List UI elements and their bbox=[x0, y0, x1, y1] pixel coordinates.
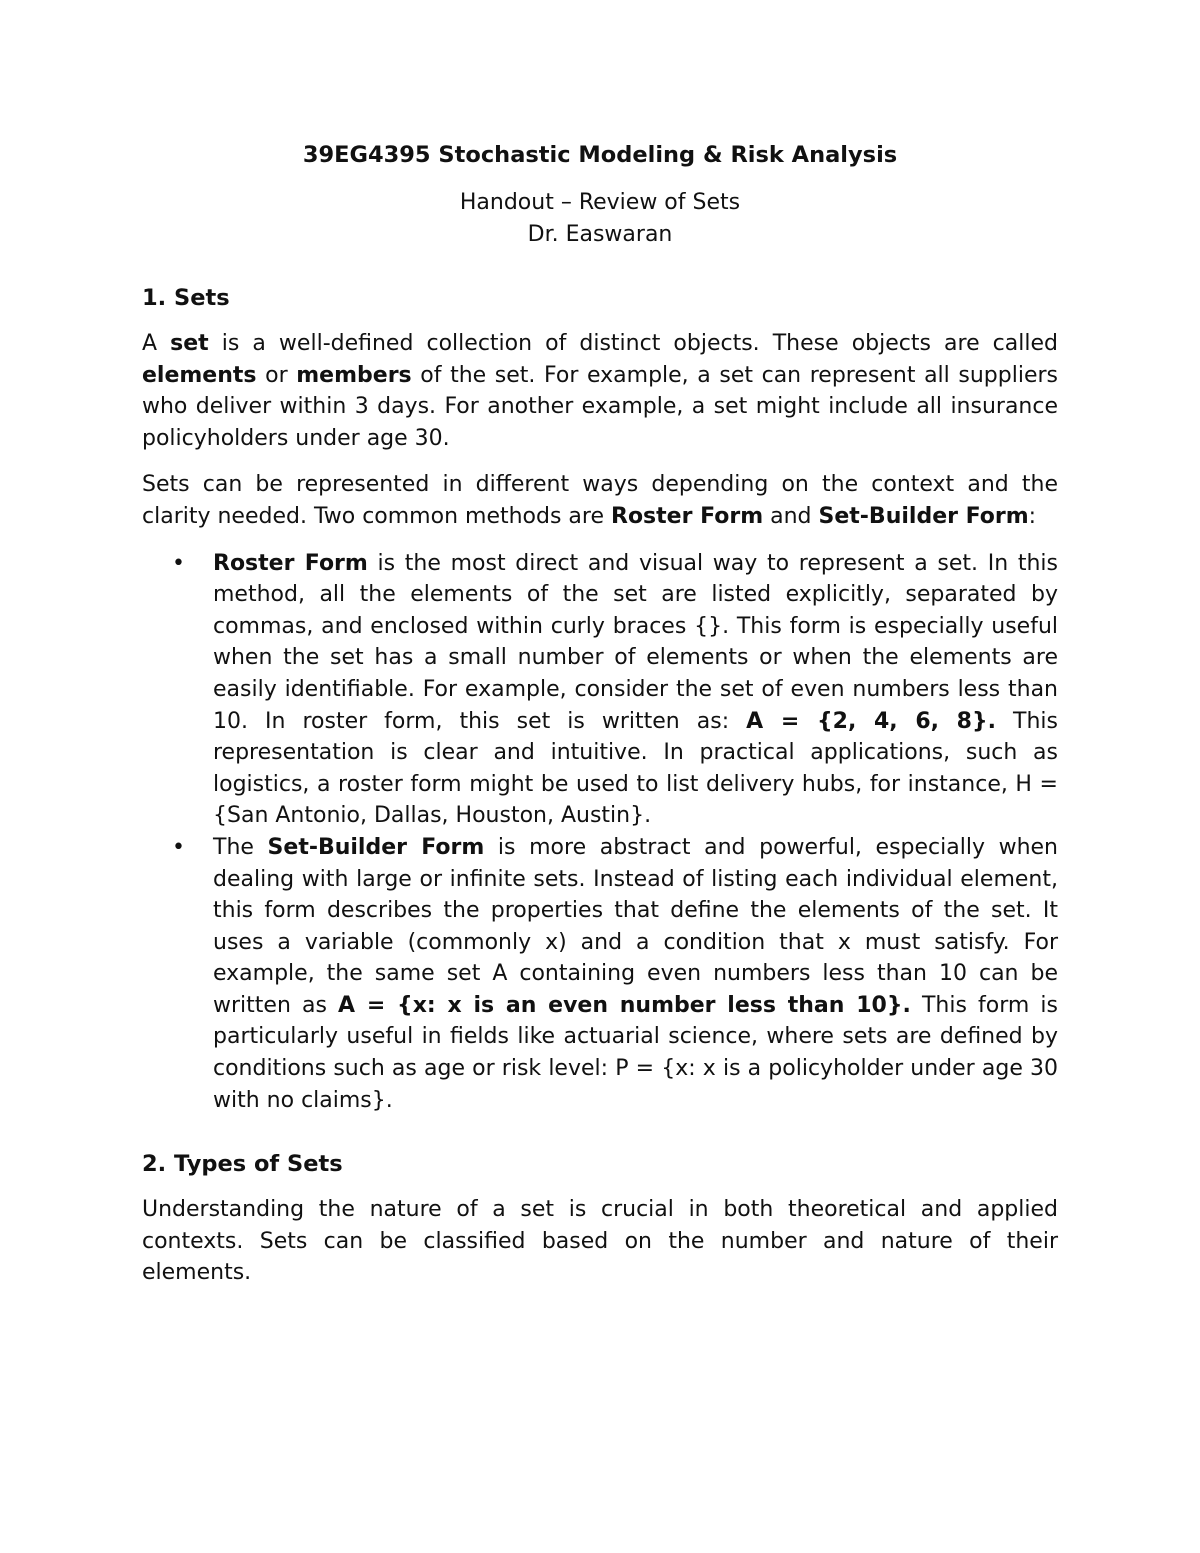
bullet-set-builder-form: • The Set-Builder Form is more abstract and powerful, especially when dealing with large or infinite sets. Instead of listing each individual element, this form describes the properties that define the elements of the set. It uses a variable (commonly x) and a condition that x must satisfy. For example, the same set A containing even numbers less than 10 can be written as A = {x: x is an even number less than 10}. This form is particularly useful in fields like actuarial science, where sets are defined by conditions such as age or risk level: P = {x: x is a policyholder under age 30 with no claims}. bbox=[142, 832, 1058, 1116]
section-2-heading: 2. Types of Sets bbox=[142, 1151, 343, 1178]
document-page bbox=[142, 138, 1058, 1304]
bullet-marker: • bbox=[172, 834, 185, 860]
bullet-roster-form: • Roster Form is the most direct and visual way to represent a set. In this method, all the elements of the set are listed explicitly, separated by commas, and enclosed within curly braces {}. This form is especially useful when the set has a small number of elements or when the elements are easily identifiable. For example, consider the set of even numbers less than 10. In roster form, this set is written as: A = {2, 4, 6, 8}. This representation is clear and intuitive. In practical applications, such as logistics, a roster form might be used to list delivery hubs, for instance, H = {San Antonio, Dallas, Houston, Austin}. bbox=[142, 548, 1058, 832]
section-1-heading: 1. Sets bbox=[142, 285, 230, 311]
section-1-paragraph-2: Sets can be represented in different ways depending on the context and the clarity needed. Two common methods are Roster Form and Set-Builder Form: bbox=[142, 472, 1058, 529]
document-subtitle: Handout – Review of Sets bbox=[459, 190, 741, 215]
document-author: Dr. Easwaran bbox=[527, 222, 673, 247]
document-title: 39EG4395 Stochastic Modeling & Risk Analysis bbox=[302, 142, 898, 168]
section-1-paragraph-1: A set is a well-defined collection of distinct objects. These objects are called elements or members of the set. For example, a set can represent all suppliers who deliver within 3 days. For another example, a set might include all insurance policyholders under age 30. bbox=[142, 331, 1058, 451]
bullet-marker: • bbox=[172, 550, 185, 576]
forms-bullet-list bbox=[142, 548, 1058, 1117]
section-2-paragraph-1: Understanding the nature of a set is crucial in both theoretical and applied contexts. Sets can be classified based on the number and nature of their elements. bbox=[142, 1197, 1058, 1286]
